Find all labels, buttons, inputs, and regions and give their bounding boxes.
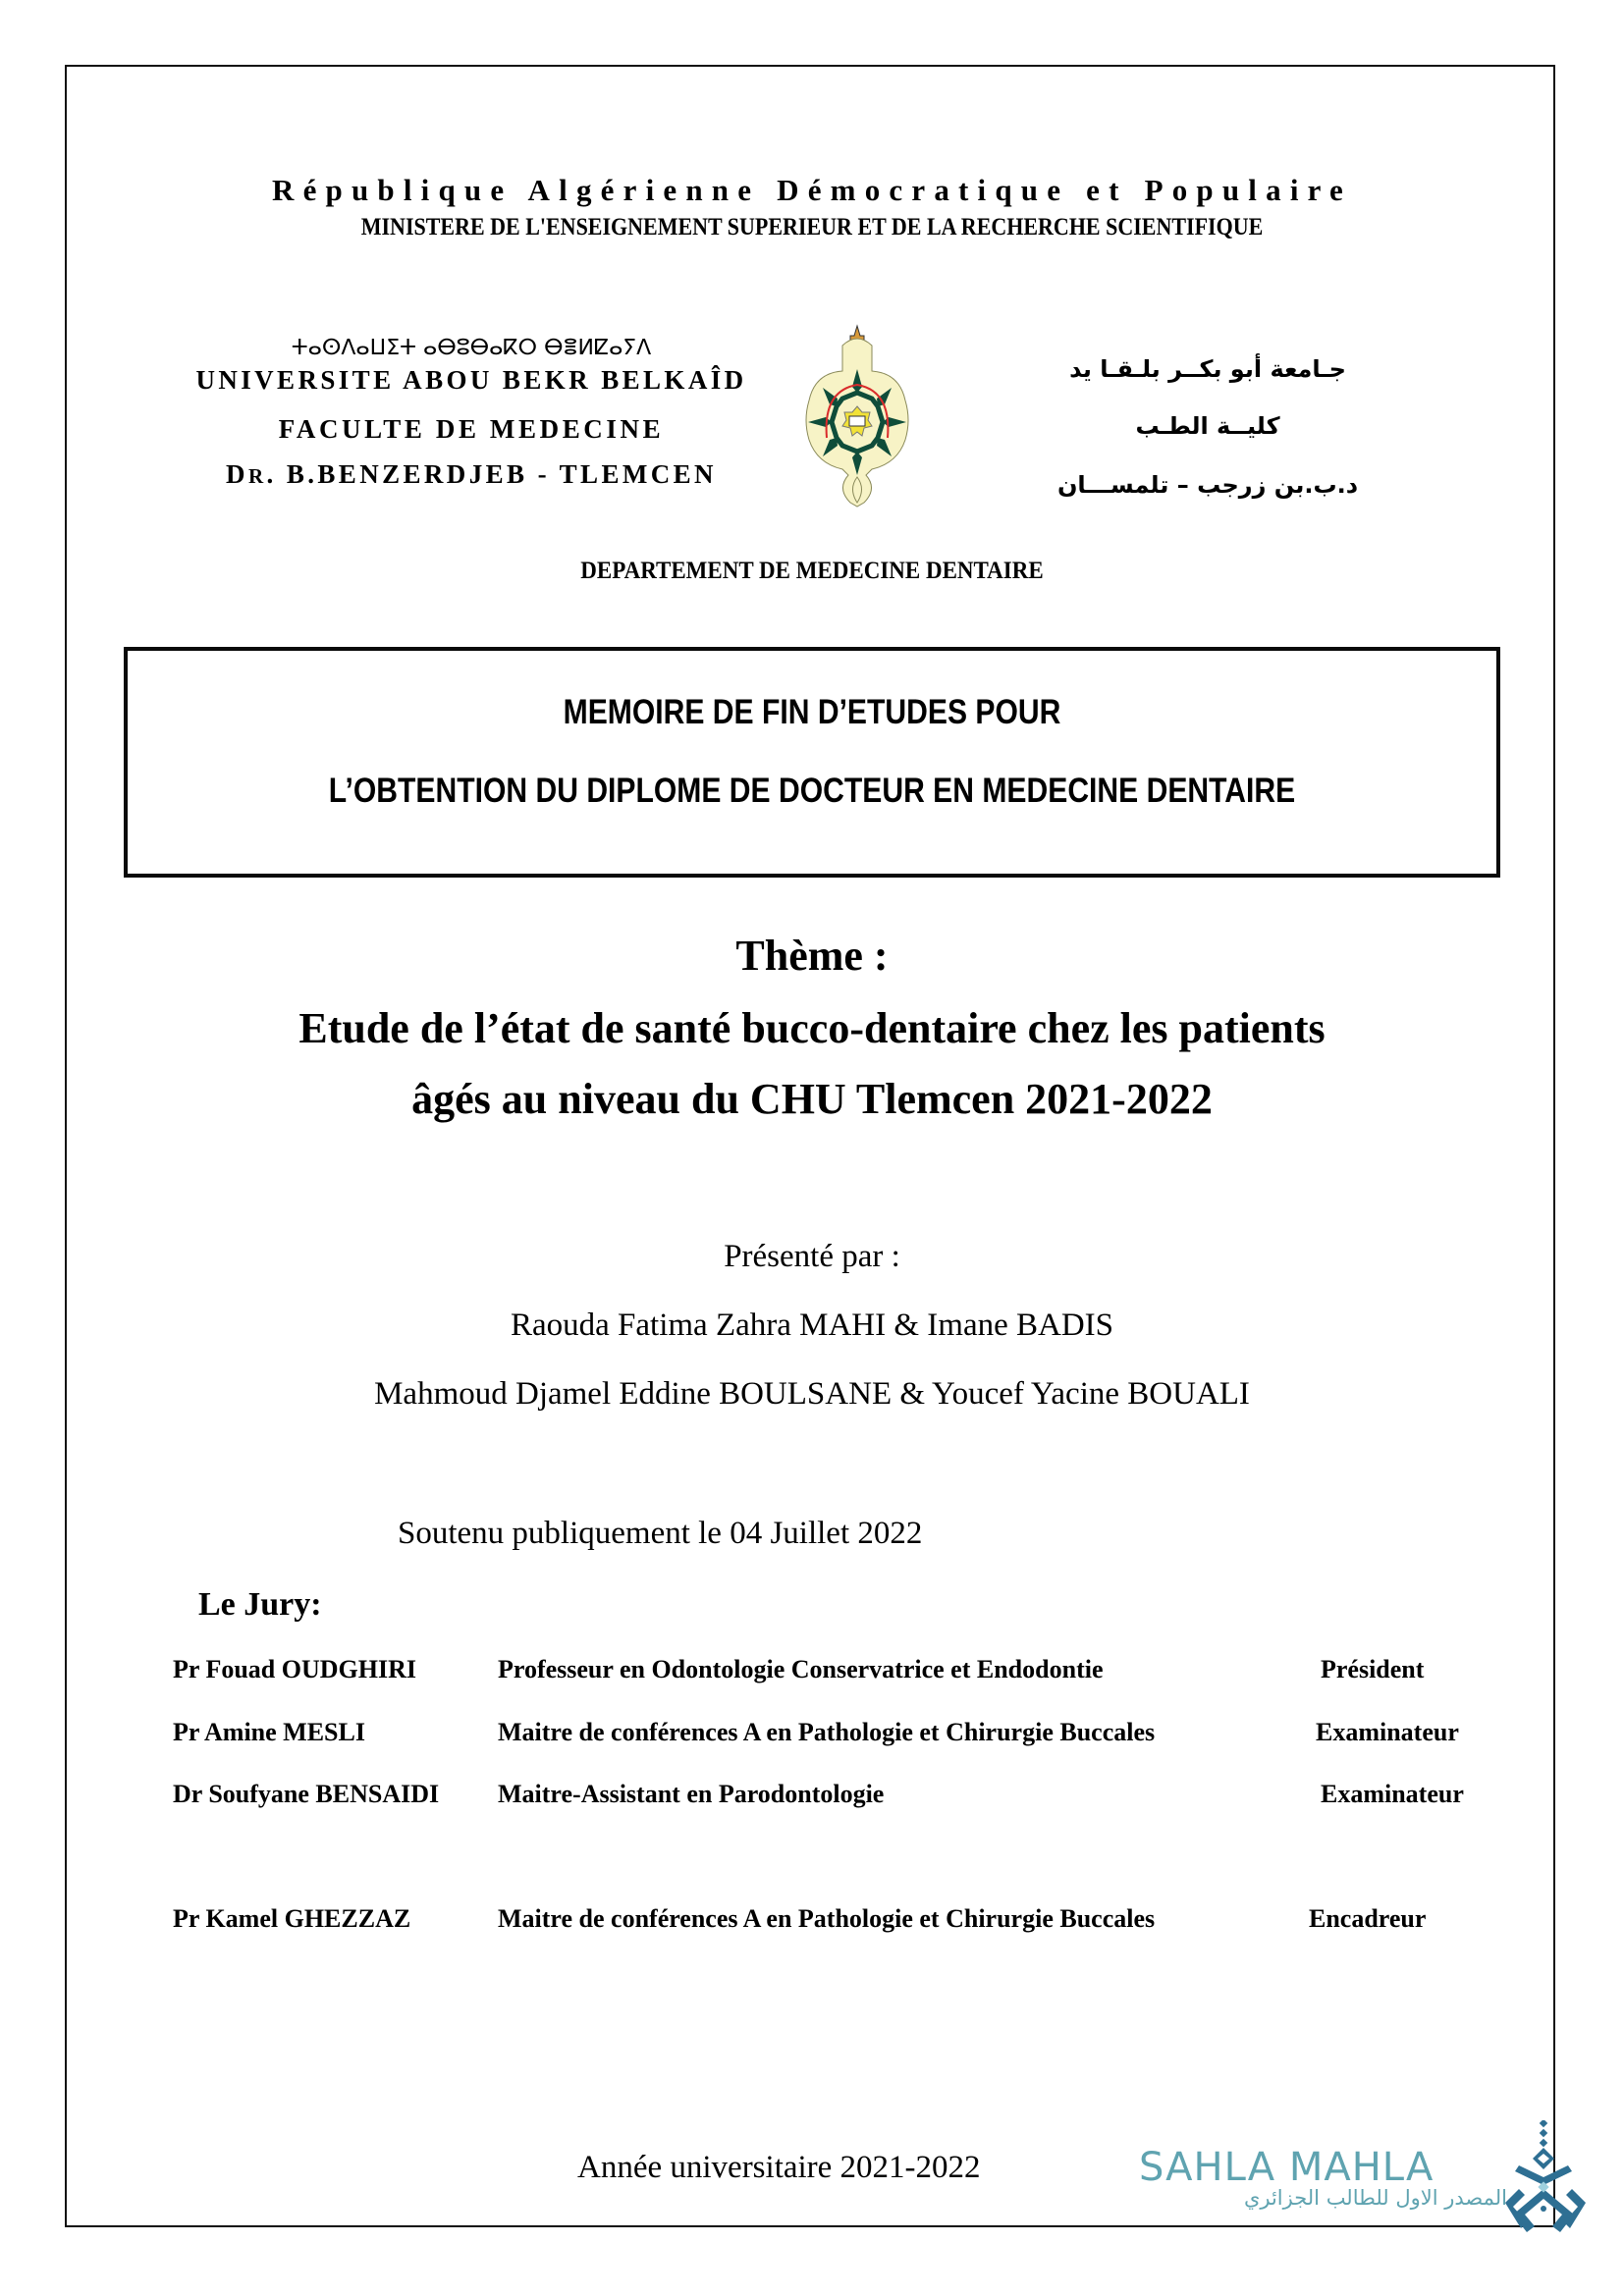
faculty-name-arabic: كليــة الطـب: [1135, 412, 1280, 440]
jury-member: [0, 1904, 1624, 1938]
authors-line-2: Mahmoud Djamel Eddine BOULSANE & Youcef Yacine BOUALI: [374, 1376, 1250, 1412]
faculty-campus: [167, 459, 776, 490]
faculty-campus-arabic: د.ب.بن زرجب – تلمســـان: [1056, 471, 1359, 499]
republic-heading: République Algérienne Démocratique et Populaire: [271, 173, 1352, 207]
jury-member: [0, 1655, 1624, 1688]
university-name-arabic: جـامعة أبو بكــر بلـقـا يد: [1069, 355, 1346, 383]
authors-line-1: Raouda Fatima Zahra MAHI & Imane BADIS: [510, 1308, 1114, 1343]
sahla-mahla-logo-icon: [1505, 2120, 1586, 2236]
jury-member-role: Président: [1321, 1655, 1425, 1683]
defense-date: Soutenu publiquement le 04 Juillet 2022: [398, 1516, 923, 1551]
jury-member-title: Maitre de conférences A en Pathologie et Chirurgie Buccales: [498, 1904, 1156, 1933]
university-logo-icon: [803, 322, 911, 508]
campus-prefix-d: D: [226, 459, 248, 489]
academic-year: Année universitaire 2021-2022: [577, 2150, 981, 2185]
memoir-line-1: MEMOIRE DE FIN D’ETUDES POUR: [563, 693, 1061, 731]
department-heading: DEPARTEMENT DE MEDECINE DENTAIRE: [580, 558, 1044, 584]
ministry-heading: MINISTERE DE L'ENSEIGNEMENT SUPERIEUR ET DE LA RECHERCHE SCIENTIFIQUE: [360, 214, 1264, 240]
jury-member-role: Encadreur: [1309, 1904, 1427, 1933]
jury-member-title: Maitre de conférences A en Pathologie et Chirurgie Buccales: [498, 1718, 1156, 1746]
theme-title-line-2: âgés au niveau du CHU Tlemcen 2021-2022: [411, 1075, 1213, 1123]
faculty-name: FACULTE DE MEDECINE: [278, 414, 665, 444]
watermark-tagline: المصدر الاول للطالب الجزائري: [1243, 2186, 1507, 2210]
jury-heading: Le Jury:: [198, 1586, 322, 1623]
university-name-tifinagh: ⵜⴰⵙⴷⴰⵡⵉⵜ ⴰⴱⵓⴱⴰⴽⵔ ⴱⴻⵍⵇⴰⵢⴷ: [291, 336, 652, 360]
jury-member-title: Professeur en Odontologie Conservatrice et Endodontie: [498, 1655, 1104, 1683]
presented-by-label: Présenté par :: [724, 1239, 900, 1274]
jury-member-name: Pr Fouad OUDGHIRI: [173, 1655, 416, 1683]
campus-rest: . B.BENZERDJEB - TLEMCEN: [266, 459, 717, 489]
jury-member-role: Examinateur: [1321, 1780, 1464, 1808]
campus-prefix-r: R: [247, 464, 267, 488]
jury-member-role: Examinateur: [1316, 1718, 1459, 1746]
jury-member: [0, 1780, 1624, 1813]
jury-member-name: Dr Soufyane BENSAIDI: [173, 1780, 440, 1808]
sahla-mahla-watermark[interactable]: [1139, 2145, 1507, 2210]
jury-member-name: Pr Kamel GHEZZAZ: [173, 1904, 411, 1933]
watermark-brand: SAHLA MAHLA: [1139, 2145, 1435, 2190]
theme-title-line-1: Etude de l’état de santé bucco-dentaire chez les patients: [298, 1004, 1326, 1052]
memoir-box: [124, 647, 1500, 878]
memoir-line-2: L’OBTENTION DU DIPLOME DE DOCTEUR EN MEDECINE DENTAIRE: [328, 772, 1296, 810]
jury-member-name: Pr Amine MESLI: [173, 1718, 365, 1746]
theme-label: Thème :: [735, 932, 889, 980]
university-name: UNIVERSITE ABOU BEKR BELKAÎD: [195, 365, 747, 395]
jury-member: [0, 1718, 1624, 1751]
jury-member-title: Maitre-Assistant en Parodontologie: [498, 1780, 885, 1808]
